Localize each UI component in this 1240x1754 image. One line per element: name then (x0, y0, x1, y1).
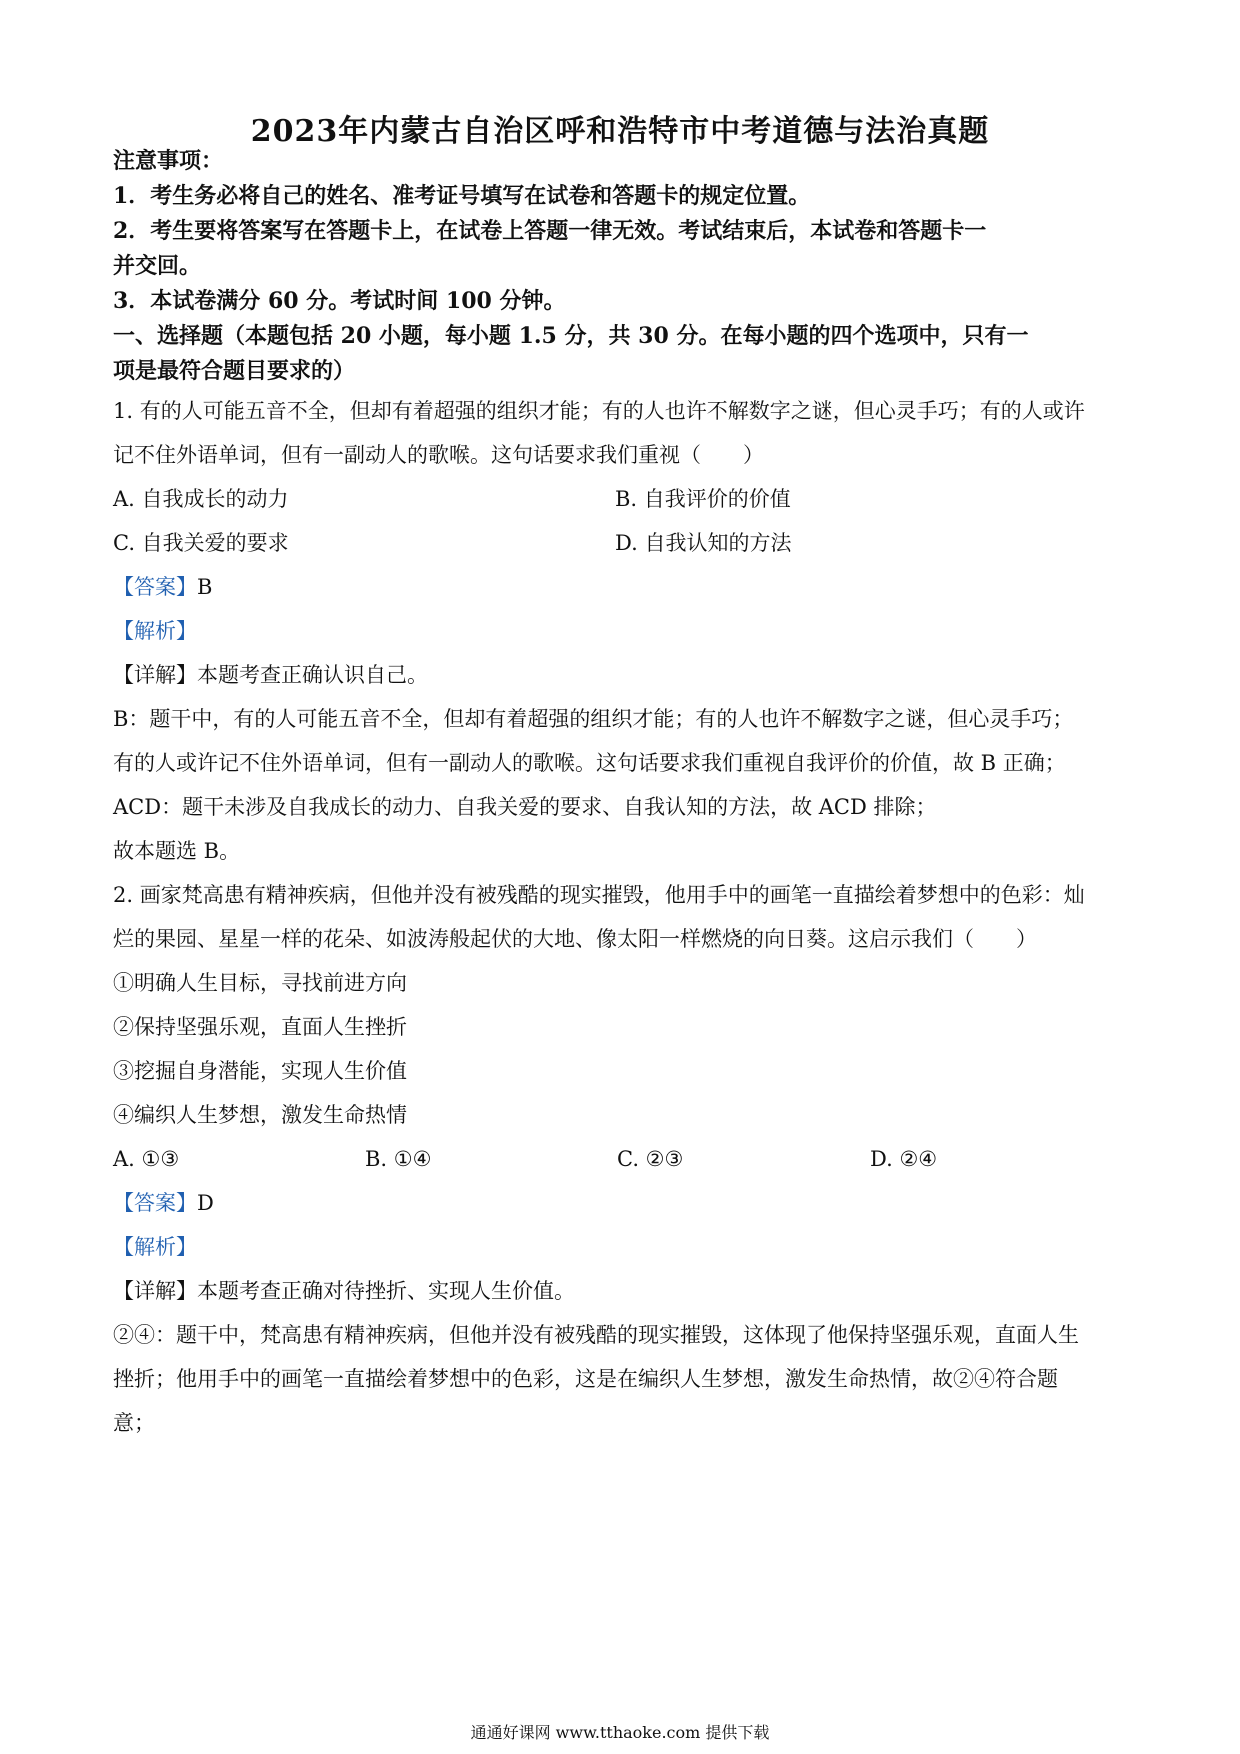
q1-explanation-line-4: 故本题选 B。 (113, 839, 241, 863)
section-heading-line-1: 一、选择题（本题包括 20 小题，每小题 1.5 分，共 30 分。在每小题的四个选项中，只有一 (113, 323, 1029, 349)
q1-answer-tag: 【答案】 (113, 575, 197, 599)
q1-analysis-tag: 【解析】 (113, 619, 197, 643)
section-heading-line-2: 项是最符合题目要求的） (113, 358, 356, 384)
q1-option-b: B. 自我评价的价值 (615, 487, 791, 511)
q2-item-1: ①明确人生目标，寻找前进方向 (113, 971, 407, 995)
q1-detail-text: 本题考查正确认识自己。 (197, 663, 428, 687)
q2-option-d: D. ②④ (870, 1147, 938, 1171)
q2-explanation-line-2: 挫折；他用手中的画笔一直描绘着梦想中的色彩，这是在编织人生梦想，激发生命热情，故②④符合题 (113, 1367, 1058, 1391)
q1-explanation-line-1: B：题干中，有的人可能五音不全，但却有着超强的组织才能；有的人也许不解数字之谜，但心灵手巧； (113, 707, 1074, 731)
q1-answer-value: B (197, 575, 213, 599)
q1-explanation-line-3: ACD：题干未涉及自我成长的动力、自我关爱的要求、自我认知的方法，故 ACD 排除； (113, 795, 937, 819)
q1-answer (113, 572, 1133, 602)
notice-item-3: 3．本试卷满分 60 分。考试时间 100 分钟。 (113, 288, 566, 314)
q2-detail-text: 本题考查正确对待挫折、实现人生价值。 (197, 1279, 575, 1303)
notice-item-1: 1．考生务必将自己的姓名、准考证号填写在试卷和答题卡的规定位置。 (113, 183, 811, 209)
q2-item-4: ④编织人生梦想，激发生命热情 (113, 1103, 407, 1127)
q1-detail (113, 660, 1133, 690)
q2-analysis-tag: 【解析】 (113, 1235, 197, 1259)
q2-option-a: A. ①③ (113, 1147, 180, 1171)
q2-item-2: ②保持坚强乐观，直面人生挫折 (113, 1015, 407, 1039)
notice-heading: 注意事项： (113, 148, 224, 174)
notice-item-2-line-1: 2．考生要将答案写在答题卡上，在试卷上答题一律无效。考试结束后，本试卷和答题卡一 (113, 218, 987, 244)
q1-option-a: A. 自我成长的动力 (113, 487, 289, 511)
q1-stem-line-1: 1. 有的人可能五音不全，但却有着超强的组织才能；有的人也许不解数字之谜，但心灵手巧；有的人或许 (113, 399, 1085, 423)
q2-explanation-line-1: ②④：题干中，梵高患有精神疾病，但他并没有被残酷的现实摧毁，这体现了他保持坚强乐观，直面人生 (113, 1323, 1079, 1347)
page-footer: 通通好课网 www.tthaoke.com 提供下载 (470, 1723, 770, 1742)
notice-item-2-line-2: 并交回。 (113, 253, 202, 279)
q2-detail-tag: 【详解】 (113, 1279, 197, 1303)
q1-option-d: D. 自我认知的方法 (615, 531, 792, 555)
q2-answer (113, 1188, 1133, 1218)
q2-stem-line-2: 烂的果园、星星一样的花朵、如波涛般起伏的大地、像太阳一样燃烧的向日葵。这启示我们（ ） (113, 927, 1037, 951)
q2-stem-line-1: 2. 画家梵高患有精神疾病，但他并没有被残酷的现实摧毁，他用手中的画笔一直描绘着梦想中的色彩：灿 (113, 883, 1085, 907)
q2-explanation-line-3: 意； (113, 1411, 155, 1435)
q1-explanation-line-2: 有的人或许记不住外语单词，但有一副动人的歌喉。这句话要求我们重视自我评价的价值，故 B 正确； (113, 751, 1066, 775)
q2-item-3: ③挖掘自身潜能，实现人生价值 (113, 1059, 407, 1083)
q2-answer-value: D (197, 1191, 214, 1215)
q2-option-c: C. ②③ (617, 1147, 684, 1171)
q2-option-b: B. ①④ (365, 1147, 432, 1171)
page-title: 2023年内蒙古自治区呼和浩特市中考道德与法治真题 (250, 114, 990, 149)
q2-detail (113, 1276, 1133, 1306)
q1-option-c: C. 自我关爱的要求 (113, 531, 289, 555)
q1-stem-line-2: 记不住外语单词，但有一副动人的歌喉。这句话要求我们重视（ ） (113, 443, 764, 467)
q1-detail-tag: 【详解】 (113, 663, 197, 687)
q2-answer-tag: 【答案】 (113, 1191, 197, 1215)
